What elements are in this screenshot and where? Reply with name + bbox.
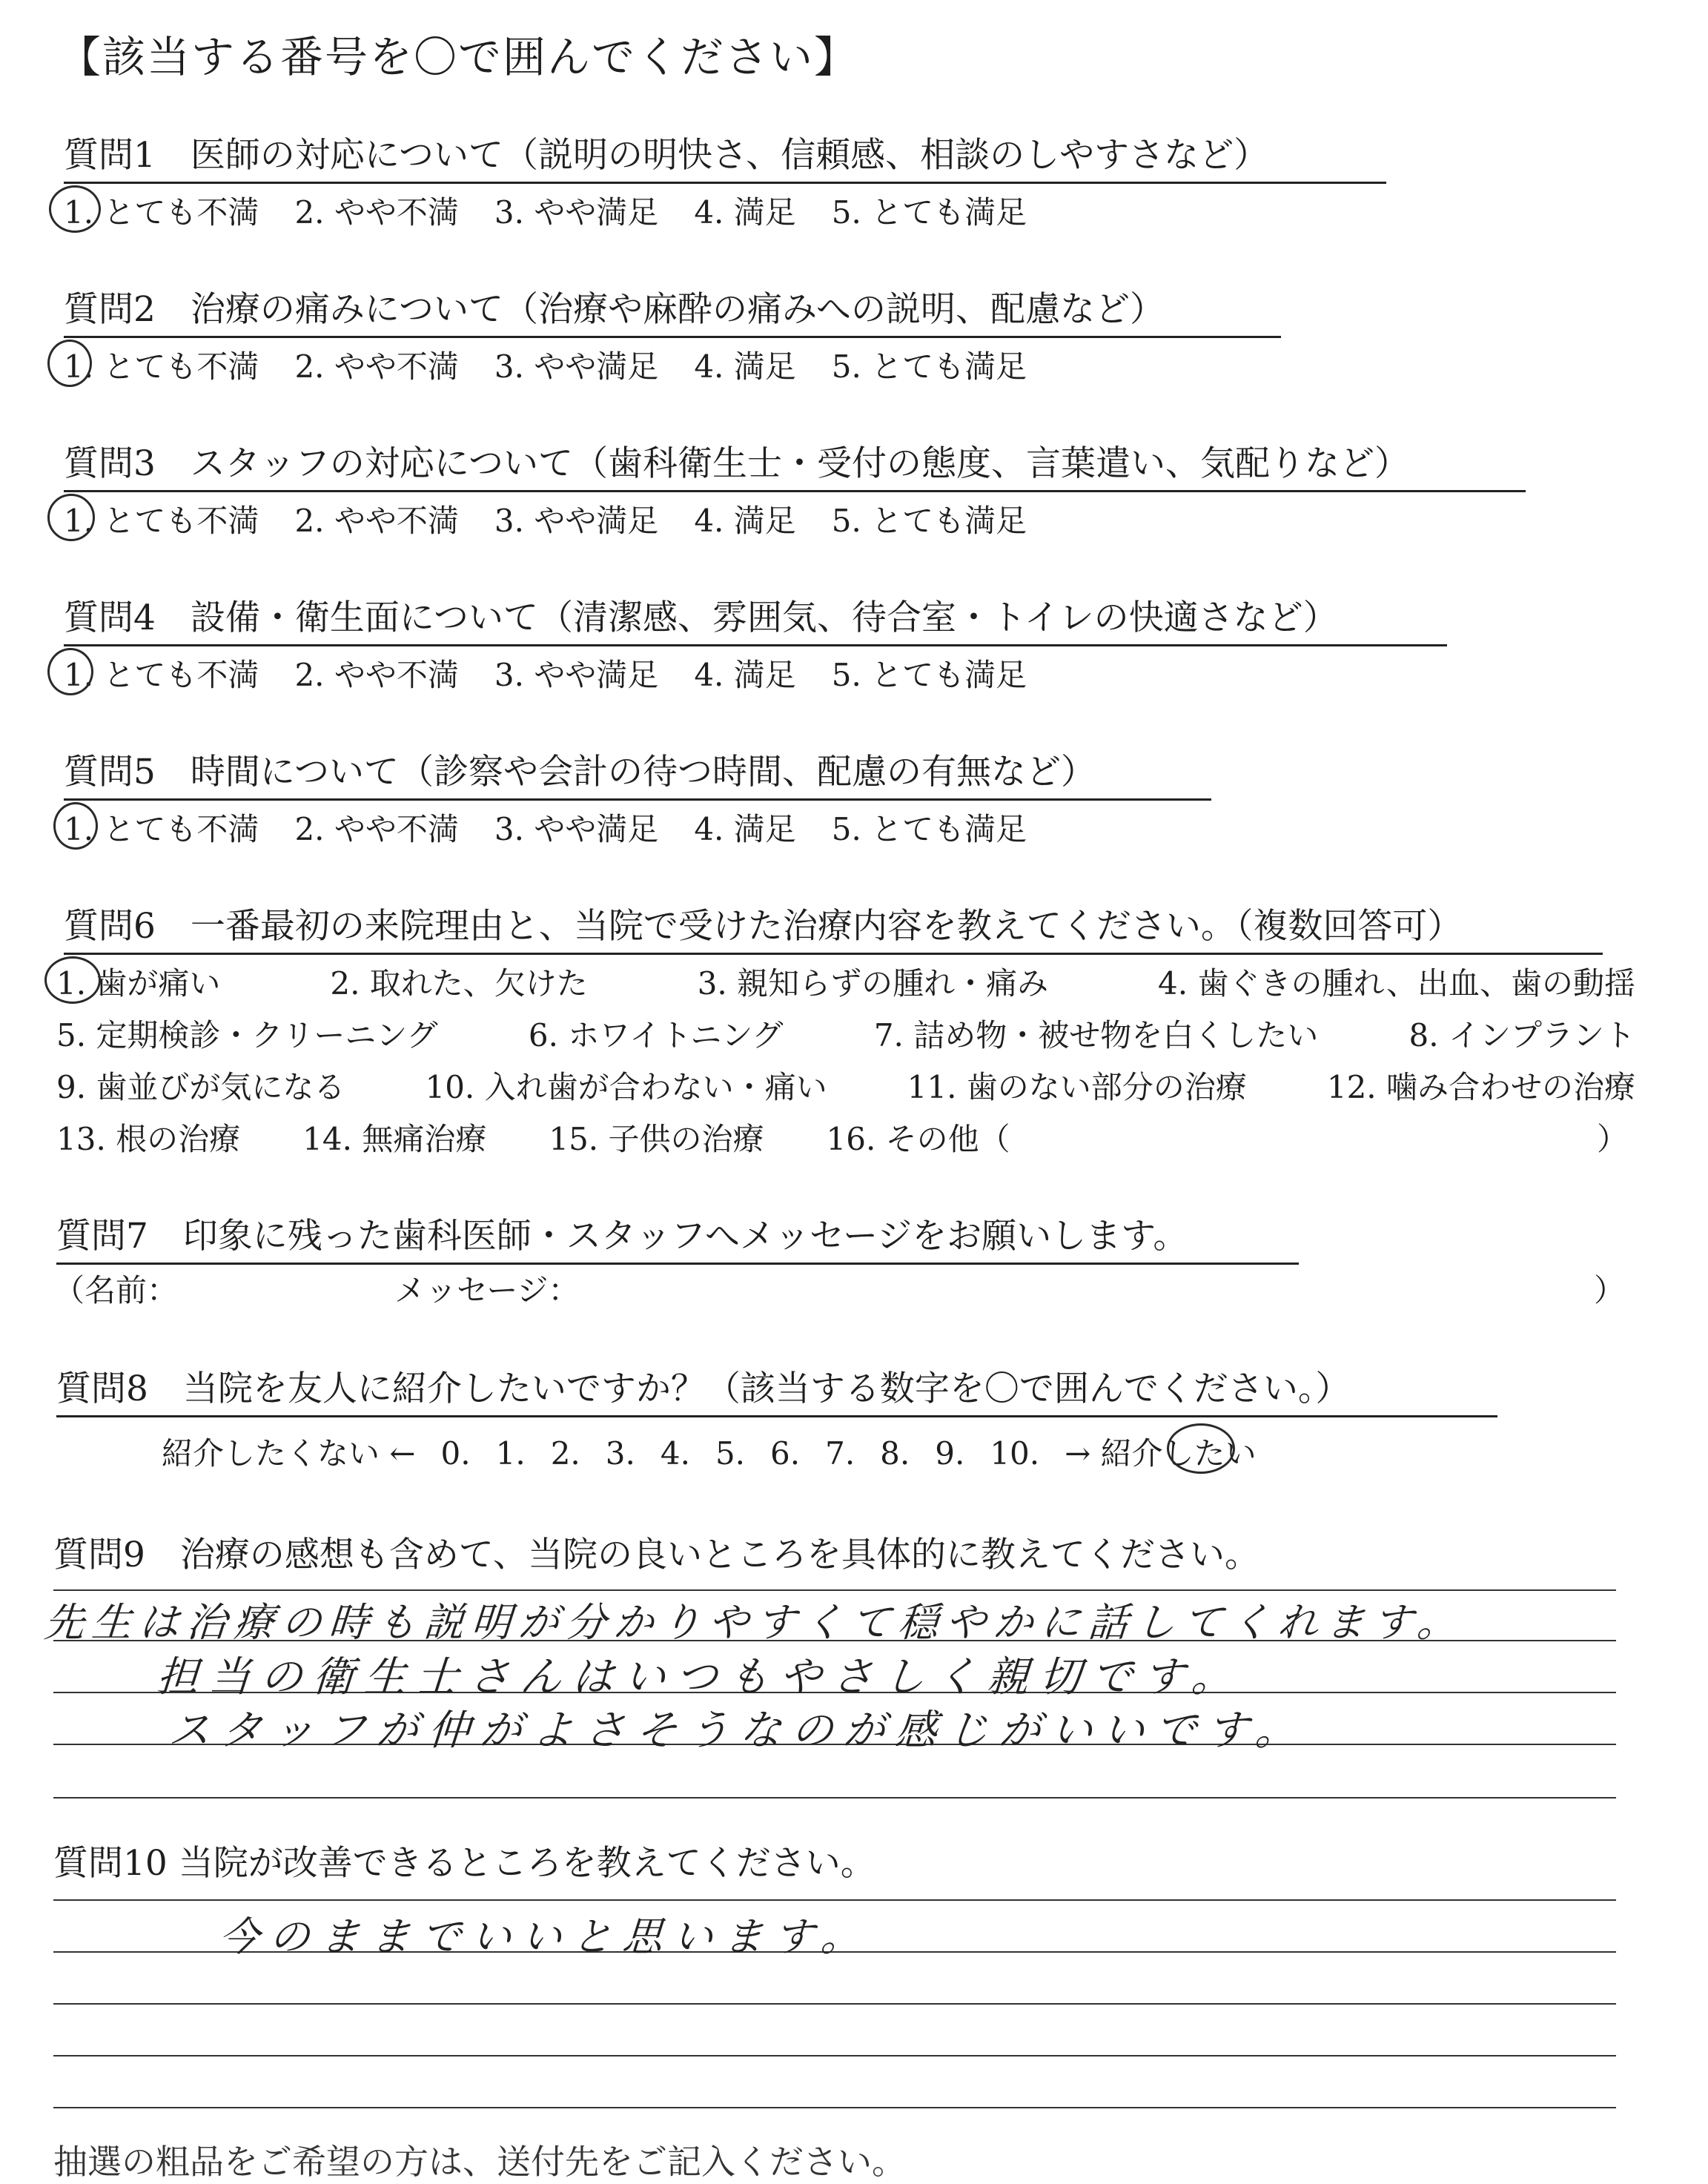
question-text: 時間について（診察や会計の待つ時間、配慮の有無など） bbox=[190, 752, 1096, 792]
scale-value[interactable]: 0. bbox=[440, 1435, 471, 1472]
scale-value[interactable]: 9. bbox=[935, 1435, 965, 1472]
option-5[interactable]: 5. とても満足 bbox=[831, 503, 1027, 539]
option-3[interactable]: 3. やや満足 bbox=[494, 811, 659, 847]
scale-right-label: → 紹介したい bbox=[1065, 1435, 1257, 1472]
question-label: 質問1 bbox=[64, 135, 156, 176]
form-title: 【該当する番号を〇で囲んでください】 bbox=[58, 32, 859, 82]
reason-option[interactable]: 12. 噛み合わせの治療 bbox=[1326, 1069, 1635, 1105]
reason-option[interactable]: 13. 根の治療 bbox=[56, 1121, 241, 1157]
handwritten-answer: スタッフが仲がよさそうなのが感じがいいです。 bbox=[167, 1707, 1309, 1755]
option-4[interactable]: 4. 満足 bbox=[694, 348, 796, 385]
question-label: 質問9 bbox=[53, 1535, 145, 1575]
option-3[interactable]: 3. やや満足 bbox=[494, 657, 659, 693]
question-9-heading bbox=[53, 1527, 1260, 1577]
selection-circle bbox=[47, 340, 92, 387]
question-label: 質問5 bbox=[64, 752, 156, 792]
option-4[interactable]: 4. 満足 bbox=[694, 194, 796, 231]
scale-value[interactable]: 4. bbox=[660, 1435, 690, 1472]
question-2-options[interactable] bbox=[64, 343, 1027, 387]
answer-line bbox=[53, 1899, 1616, 1901]
question-6-row-2 bbox=[56, 1011, 1635, 1056]
option-1[interactable]: 1. とても不満 bbox=[64, 503, 259, 539]
question-text: 一番最初の来院理由と、当院で受けた治療内容を教えてください。（複数回答可） bbox=[190, 906, 1463, 947]
reason-option[interactable]: 2. 取れた、欠けた bbox=[330, 965, 588, 1002]
question-label: 質問10 bbox=[53, 1843, 168, 1884]
question-7-heading bbox=[56, 1208, 1299, 1265]
scale-value[interactable]: 2. bbox=[550, 1435, 580, 1472]
reason-option[interactable]: 15. 子供の治療 bbox=[549, 1121, 764, 1157]
close-paren: ） bbox=[1593, 1272, 1625, 1308]
reason-option-other[interactable]: 16. その他（ bbox=[826, 1121, 1010, 1157]
option-5[interactable]: 5. とても満足 bbox=[831, 657, 1027, 693]
option-1[interactable]: 1. とても不満 bbox=[64, 657, 259, 693]
question-text: 当院を友人に紹介したいですか？（該当する数字を〇で囲んでください。） bbox=[182, 1369, 1351, 1409]
option-5[interactable]: 5. とても満足 bbox=[831, 194, 1027, 231]
question-4-heading bbox=[64, 590, 1447, 646]
handwritten-answer: 先生は治療の時も説明が分かりやすくて穏やかに話してくれます。 bbox=[42, 1599, 1466, 1646]
footer-note: 抽選の粗品をご希望の方は、送付先をご記入ください。 bbox=[53, 2142, 906, 2182]
question-7-fields bbox=[53, 1266, 1625, 1311]
option-2[interactable]: 2. やや不満 bbox=[294, 811, 459, 847]
option-4[interactable]: 4. 満足 bbox=[694, 657, 796, 693]
scale-left-label: 紹介したくない ← bbox=[162, 1435, 416, 1472]
reason-option[interactable]: 10. 入れ歯が合わない・痛い bbox=[425, 1069, 827, 1105]
selection-circle bbox=[44, 956, 101, 1004]
question-1-heading bbox=[64, 128, 1386, 184]
question-3-heading bbox=[64, 436, 1526, 492]
option-5[interactable]: 5. とても満足 bbox=[831, 348, 1027, 385]
option-1[interactable]: 1. とても不満 bbox=[64, 194, 259, 231]
question-4-options[interactable] bbox=[64, 651, 1027, 695]
option-5[interactable]: 5. とても満足 bbox=[831, 811, 1027, 847]
scale-value[interactable]: 6. bbox=[770, 1435, 801, 1472]
reason-option[interactable]: 8. インプラント bbox=[1409, 1017, 1635, 1053]
reason-option[interactable]: 4. 歯ぐきの腫れ、出血、歯の動揺 bbox=[1158, 965, 1635, 1002]
question-text: 治療の感想も含めて、当院の良いところを具体的に教えてください。 bbox=[179, 1535, 1260, 1575]
name-label: （名前： bbox=[53, 1272, 179, 1308]
selection-circle bbox=[47, 494, 95, 541]
selection-circle bbox=[1167, 1423, 1235, 1474]
question-text: 当院が改善できるところを教えてください。 bbox=[178, 1843, 875, 1884]
answer-line bbox=[53, 2107, 1616, 2108]
question-6-heading bbox=[64, 899, 1603, 955]
message-label: メッセージ： bbox=[394, 1272, 580, 1308]
question-2-heading bbox=[64, 282, 1281, 338]
question-6-row-3 bbox=[56, 1063, 1635, 1108]
option-1[interactable]: 1. とても不満 bbox=[64, 348, 259, 385]
reason-option[interactable]: 11. 歯のない部分の治療 bbox=[907, 1069, 1247, 1105]
option-3[interactable]: 3. やや満足 bbox=[494, 348, 659, 385]
question-text: 印象に残った歯科医師・スタッフへメッセージをお願いします。 bbox=[182, 1216, 1188, 1257]
reason-option[interactable]: 6. ホワイトニング bbox=[528, 1017, 784, 1053]
question-8-heading bbox=[56, 1361, 1497, 1417]
selection-circle bbox=[47, 648, 93, 695]
question-text: 治療の痛みについて（治療や麻酔の痛みへの説明、配慮など） bbox=[190, 289, 1165, 330]
option-4[interactable]: 4. 満足 bbox=[694, 811, 796, 847]
reason-option[interactable]: 1. 歯が痛い bbox=[56, 965, 221, 1002]
option-2[interactable]: 2. やや不満 bbox=[294, 503, 459, 539]
option-2[interactable]: 2. やや不満 bbox=[294, 657, 459, 693]
scale-value[interactable]: 8. bbox=[880, 1435, 910, 1472]
question-5-options[interactable] bbox=[64, 805, 1027, 850]
question-label: 質問8 bbox=[56, 1369, 148, 1409]
question-label: 質問2 bbox=[64, 289, 156, 330]
question-3-options[interactable] bbox=[64, 497, 1027, 541]
question-10-heading bbox=[53, 1836, 875, 1885]
scale-value[interactable]: 7. bbox=[825, 1435, 855, 1472]
reason-option[interactable]: 9. 歯並びが気になる bbox=[56, 1069, 345, 1105]
option-3[interactable]: 3. やや満足 bbox=[494, 503, 659, 539]
question-1-options[interactable] bbox=[64, 188, 1027, 233]
option-1[interactable]: 1. とても不満 bbox=[64, 811, 259, 847]
scale-value[interactable]: 10. bbox=[990, 1435, 1040, 1472]
question-5-heading bbox=[64, 744, 1211, 801]
reason-option[interactable]: 3. 親知らずの腫れ・痛み bbox=[697, 965, 1049, 1002]
answer-line bbox=[53, 1797, 1616, 1799]
scale-value[interactable]: 1. bbox=[495, 1435, 526, 1472]
question-label: 質問7 bbox=[56, 1216, 148, 1257]
question-text: スタッフの対応について（歯科衛生士・受付の態度、言葉遣い、気配りなど） bbox=[190, 443, 1409, 484]
option-3[interactable]: 3. やや満足 bbox=[494, 194, 659, 231]
reason-option[interactable]: 14. 無痛治療 bbox=[302, 1121, 487, 1157]
reason-option[interactable]: 7. 詰め物・被せ物を白くしたい bbox=[873, 1017, 1319, 1053]
question-6-row-4 bbox=[56, 1115, 1635, 1159]
question-label: 質問4 bbox=[64, 598, 156, 638]
answer-line bbox=[53, 2055, 1616, 2056]
other-close-paren: ） bbox=[1596, 1121, 1628, 1157]
question-label: 質問3 bbox=[64, 443, 156, 484]
recommend-scale[interactable] bbox=[162, 1429, 1282, 1474]
question-label: 質問6 bbox=[64, 906, 156, 947]
selection-circle bbox=[49, 185, 101, 233]
question-text: 設備・衛生面について（清潔感、雰囲気、待合室・トイレの快適さなど） bbox=[190, 598, 1338, 638]
reason-option[interactable]: 5. 定期検診・クリーニング bbox=[56, 1017, 438, 1053]
scale-value[interactable]: 5. bbox=[715, 1435, 746, 1472]
option-2[interactable]: 2. やや不満 bbox=[294, 194, 459, 231]
option-4[interactable]: 4. 満足 bbox=[694, 503, 796, 539]
handwritten-answer: 今のままでいいと思います。 bbox=[217, 1913, 873, 1960]
answer-line bbox=[53, 2003, 1616, 2005]
scale-value[interactable]: 3. bbox=[605, 1435, 635, 1472]
option-2[interactable]: 2. やや不満 bbox=[294, 348, 459, 385]
handwritten-answer: 担当の衛生士さんはいつもやさしく親切です。 bbox=[155, 1653, 1245, 1701]
question-text: 医師の対応について（説明の明快さ、信頼感、相談のしやすさなど） bbox=[190, 135, 1269, 176]
selection-circle bbox=[53, 802, 98, 850]
question-6-row-1 bbox=[56, 959, 1635, 1004]
